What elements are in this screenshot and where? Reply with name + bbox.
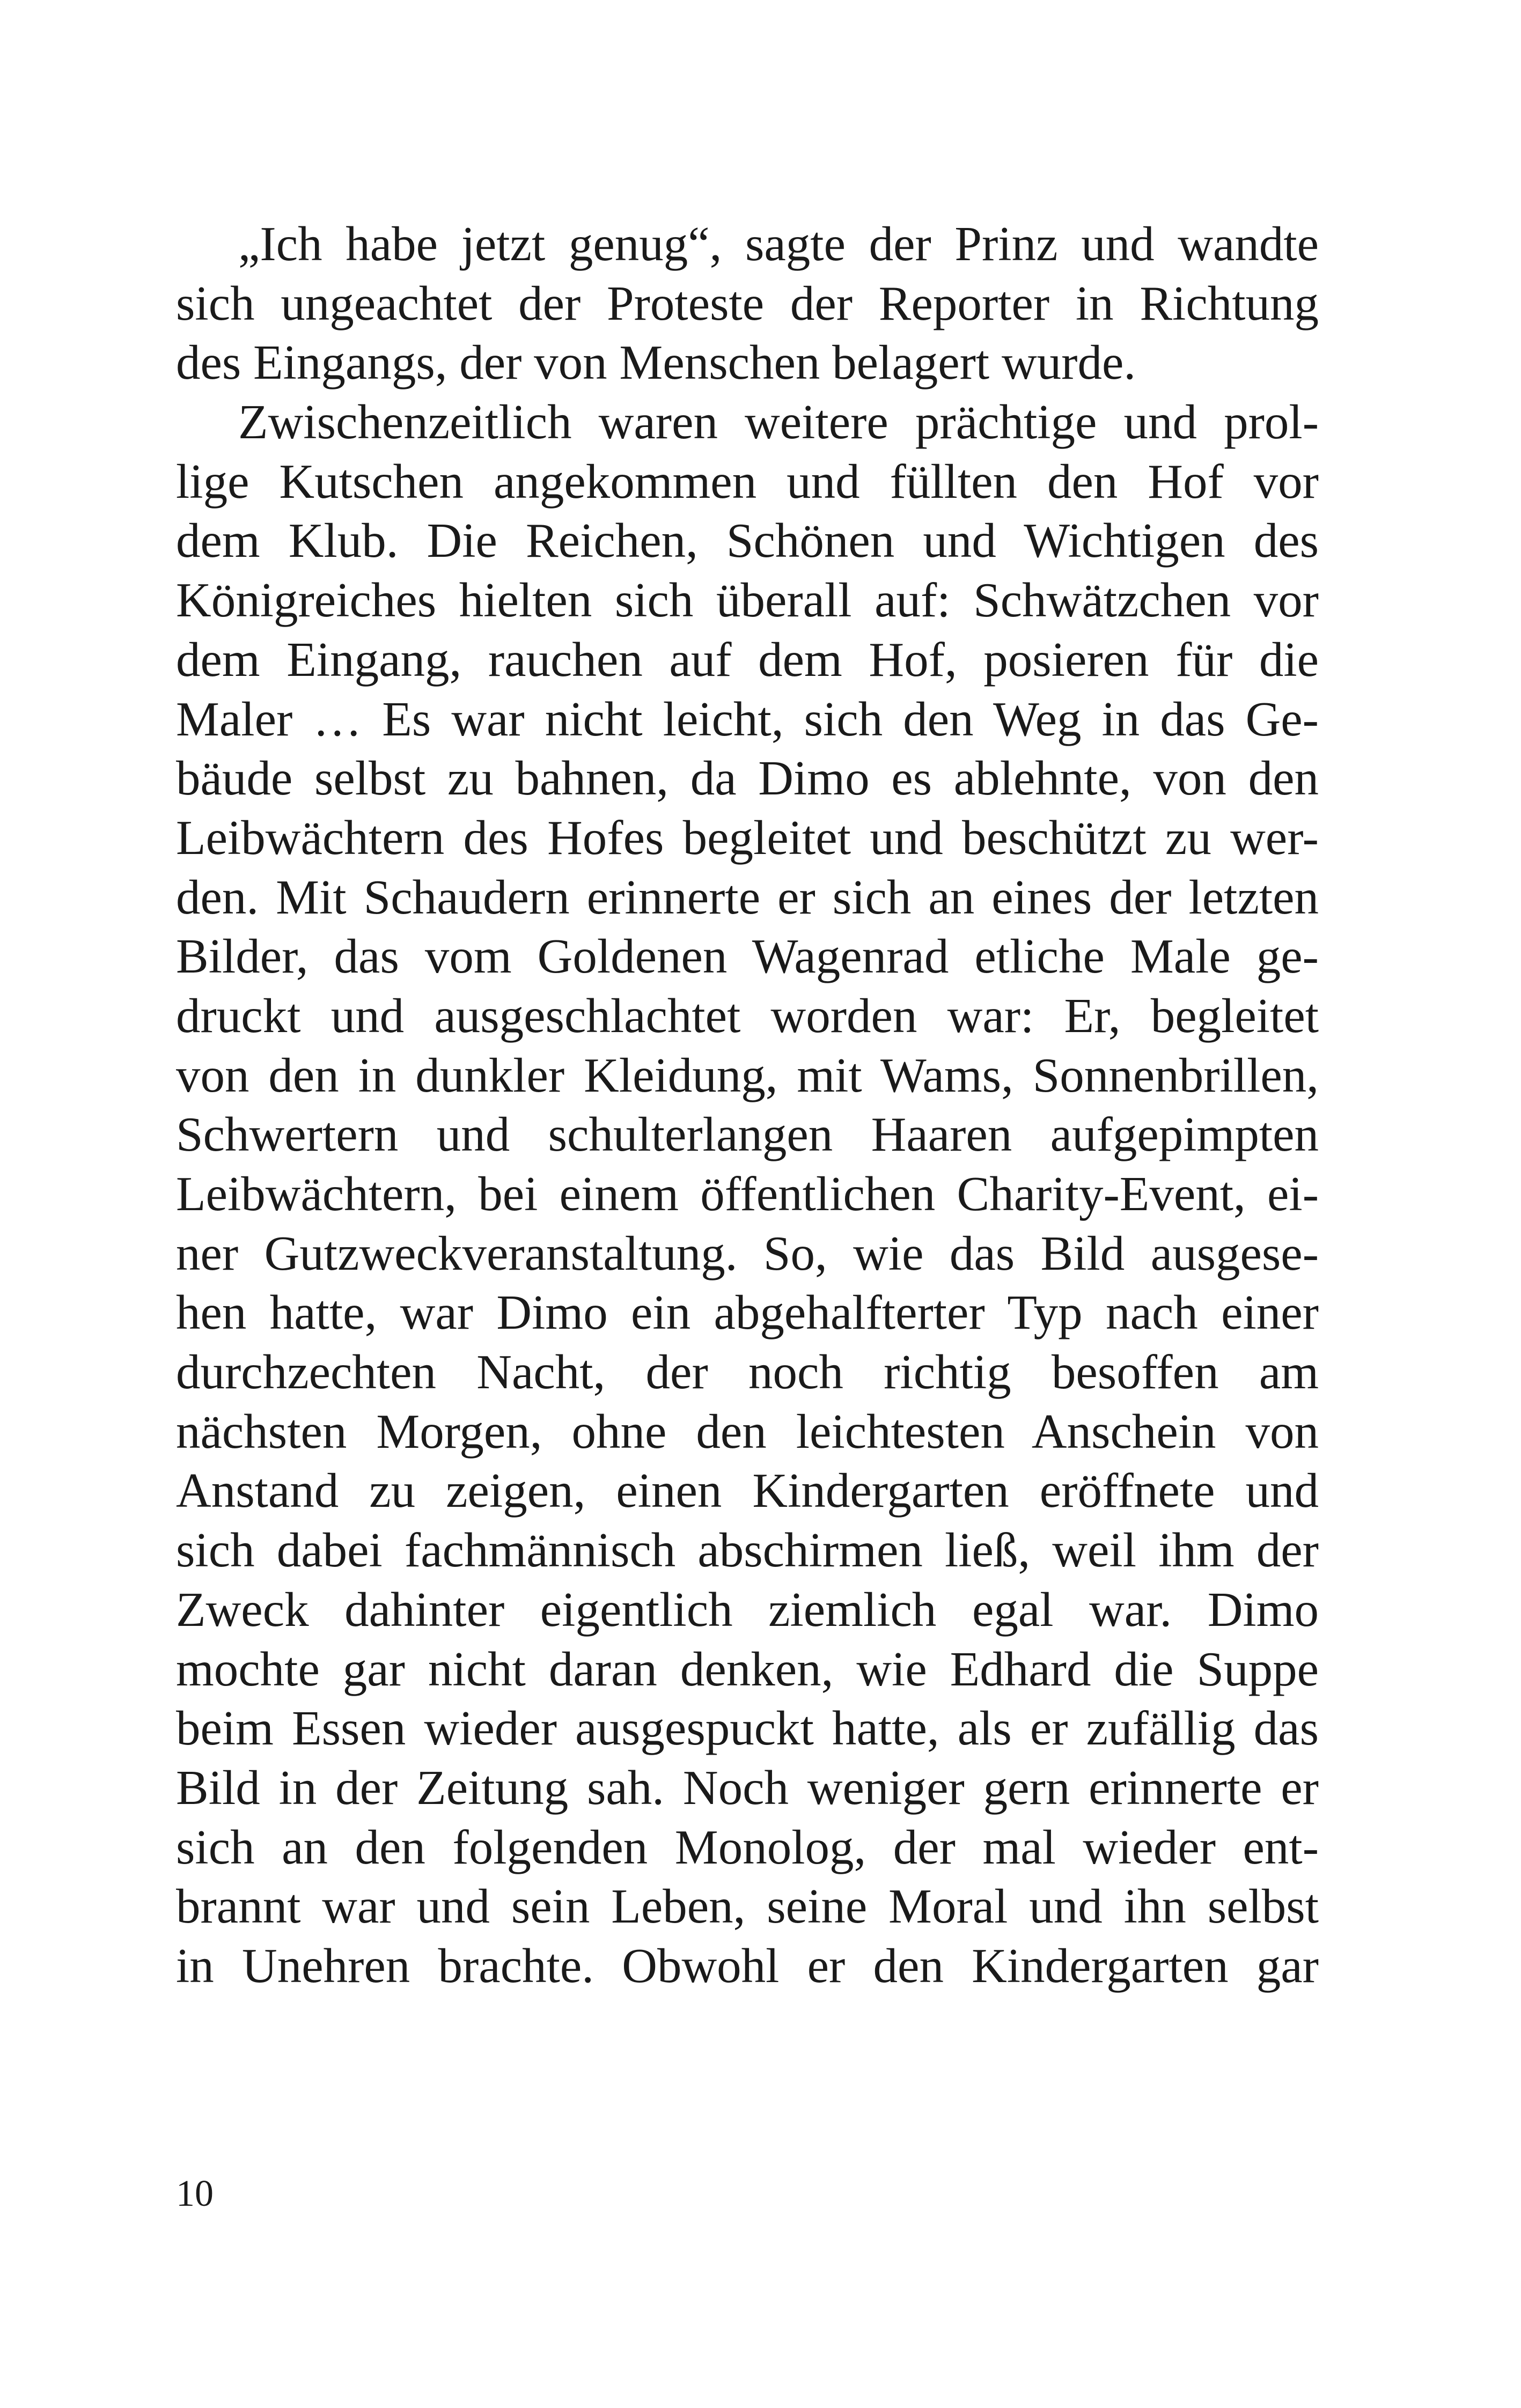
text-line: Bilder, das vom Goldenen Wagenrad etliche Male ge- [176, 929, 1319, 984]
text-line: ner Gutzweckveranstaltung. So, wie das Bild ausgese- [176, 1226, 1319, 1280]
text-line: „Ich habe jetzt genug“, sagte der Prinz und wandte [238, 217, 1319, 271]
text-line: Maler … Es war nicht leicht, sich den Weg in das Ge- [176, 691, 1319, 746]
text-line: sich ungeachtet der Proteste der Reporter in Richtung [176, 276, 1319, 330]
text-line: druckt und ausgeschlachtet worden war: Er, begleitet [176, 988, 1319, 1043]
text-line: des Eingangs, der von Menschen belagert wurde. [176, 335, 1136, 390]
text-line: in Unehren brachte. Obwohl er den Kindergarten gar [176, 1938, 1319, 1993]
text-line: nächsten Morgen, ohne den leichtesten Anschein von [176, 1404, 1319, 1459]
text-line: Zwischenzeitlich waren weitere prächtige und prol- [238, 395, 1319, 450]
text-line: brannt war und sein Leben, seine Moral und ihn selbst [176, 1879, 1319, 1934]
text-line: durchzechten Nacht, der noch richtig besoffen am [176, 1345, 1319, 1400]
text-line: dem Eingang, rauchen auf dem Hof, posieren für die [176, 632, 1319, 687]
text-line: sich an den folgenden Monolog, der mal wieder ent- [176, 1820, 1319, 1874]
text-line: Königreiches hielten sich überall auf: Schwätzchen vor [176, 573, 1319, 628]
text-line: Bild in der Zeitung sah. Noch weniger gern erinnerte er [176, 1760, 1319, 1815]
page-number: 10 [176, 2173, 214, 2214]
text-line: von den in dunkler Kleidung, mit Wams, Sonnenbrillen, [176, 1048, 1319, 1102]
text-line: hen hatte, war Dimo ein abgehalfterter Typ nach einer [176, 1285, 1319, 1340]
body-text [176, 215, 1319, 1996]
text-line: Leibwächtern, bei einem öffentlichen Charity-Event, ei- [176, 1167, 1319, 1221]
text-line: Schwertern und schulterlangen Haaren aufgepimpten [176, 1107, 1319, 1162]
text-line: mochte gar nicht daran denken, wie Edhard die Suppe [176, 1641, 1319, 1696]
text-line: Anstand zu zeigen, einen Kindergarten eröffnete und [176, 1463, 1319, 1518]
text-line: beim Essen wieder ausgespuckt hatte, als er zufällig das [176, 1701, 1319, 1756]
text-line: den. Mit Schaudern erinnerte er sich an eines der letzten [176, 870, 1319, 924]
text-line: sich dabei fachmännisch abschirmen ließ, weil ihm der [176, 1523, 1319, 1578]
text-line: Zweck dahinter eigentlich ziemlich egal war. Dimo [176, 1582, 1319, 1637]
text-line: Leibwächtern des Hofes begleitet und beschützt zu wer- [176, 810, 1319, 865]
text-line: bäude selbst zu bahnen, da Dimo es ablehnte, von den [176, 751, 1319, 806]
text-line: dem Klub. Die Reichen, Schönen und Wichtigen des [176, 513, 1319, 568]
text-line: lige Kutschen angekommen und füllten den Hof vor [176, 454, 1319, 509]
